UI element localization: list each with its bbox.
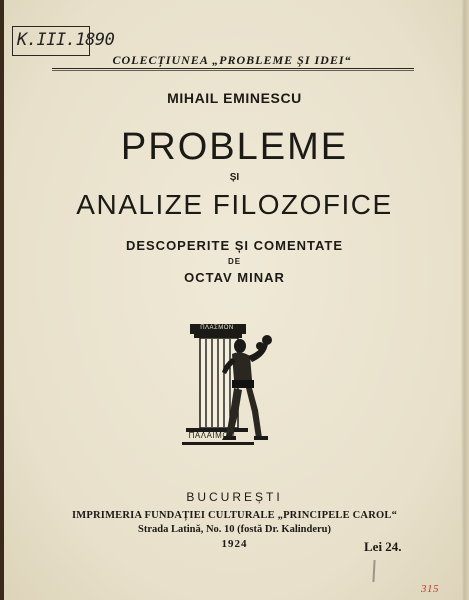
by-word: DE [227, 257, 242, 266]
shelf-mark-text: K.III.1890 [17, 30, 115, 50]
price-label: Lei 24. [364, 539, 402, 554]
publication-year: 1924 [221, 538, 248, 550]
series-rule-thin [52, 70, 414, 71]
publisher-emblem [180, 322, 276, 446]
title-conjunction: ȘI [229, 172, 240, 183]
series-rule [52, 68, 414, 69]
series-title: COLECȚIUNEA „PROBLEME ȘI IDEI“ [112, 53, 352, 67]
editor-name: OCTAV MINAR [184, 270, 285, 285]
printer-name: IMPRIMERIA FUNDAȚIEI CULTURALE „PRINCIPELE CAROL“ [71, 510, 398, 521]
book-subtitle: DESCOPERITE ȘI COMENTATE [125, 238, 344, 253]
printer-address: Strada Latină, No. 10 (fostă Dr. Kalinderu) [138, 524, 331, 535]
publication-city: BUCUREȘTI [186, 490, 283, 504]
inventory-mark: 315 [421, 583, 439, 595]
book-title-line-2: ANALIZE FILOZOFICE [76, 189, 393, 220]
shelf-mark-stamp [12, 26, 115, 56]
pencil-mark [372, 560, 375, 582]
book-title-line-1: PROBLEME [120, 126, 349, 168]
author-name: MIHAIL EMINESCU [167, 90, 302, 106]
emblem-top-inscription: ΠΛΑΣΜΟΝ [200, 325, 234, 331]
emblem-base-inscription: ΠΑΛΑΙΜΟΝ [188, 431, 236, 440]
